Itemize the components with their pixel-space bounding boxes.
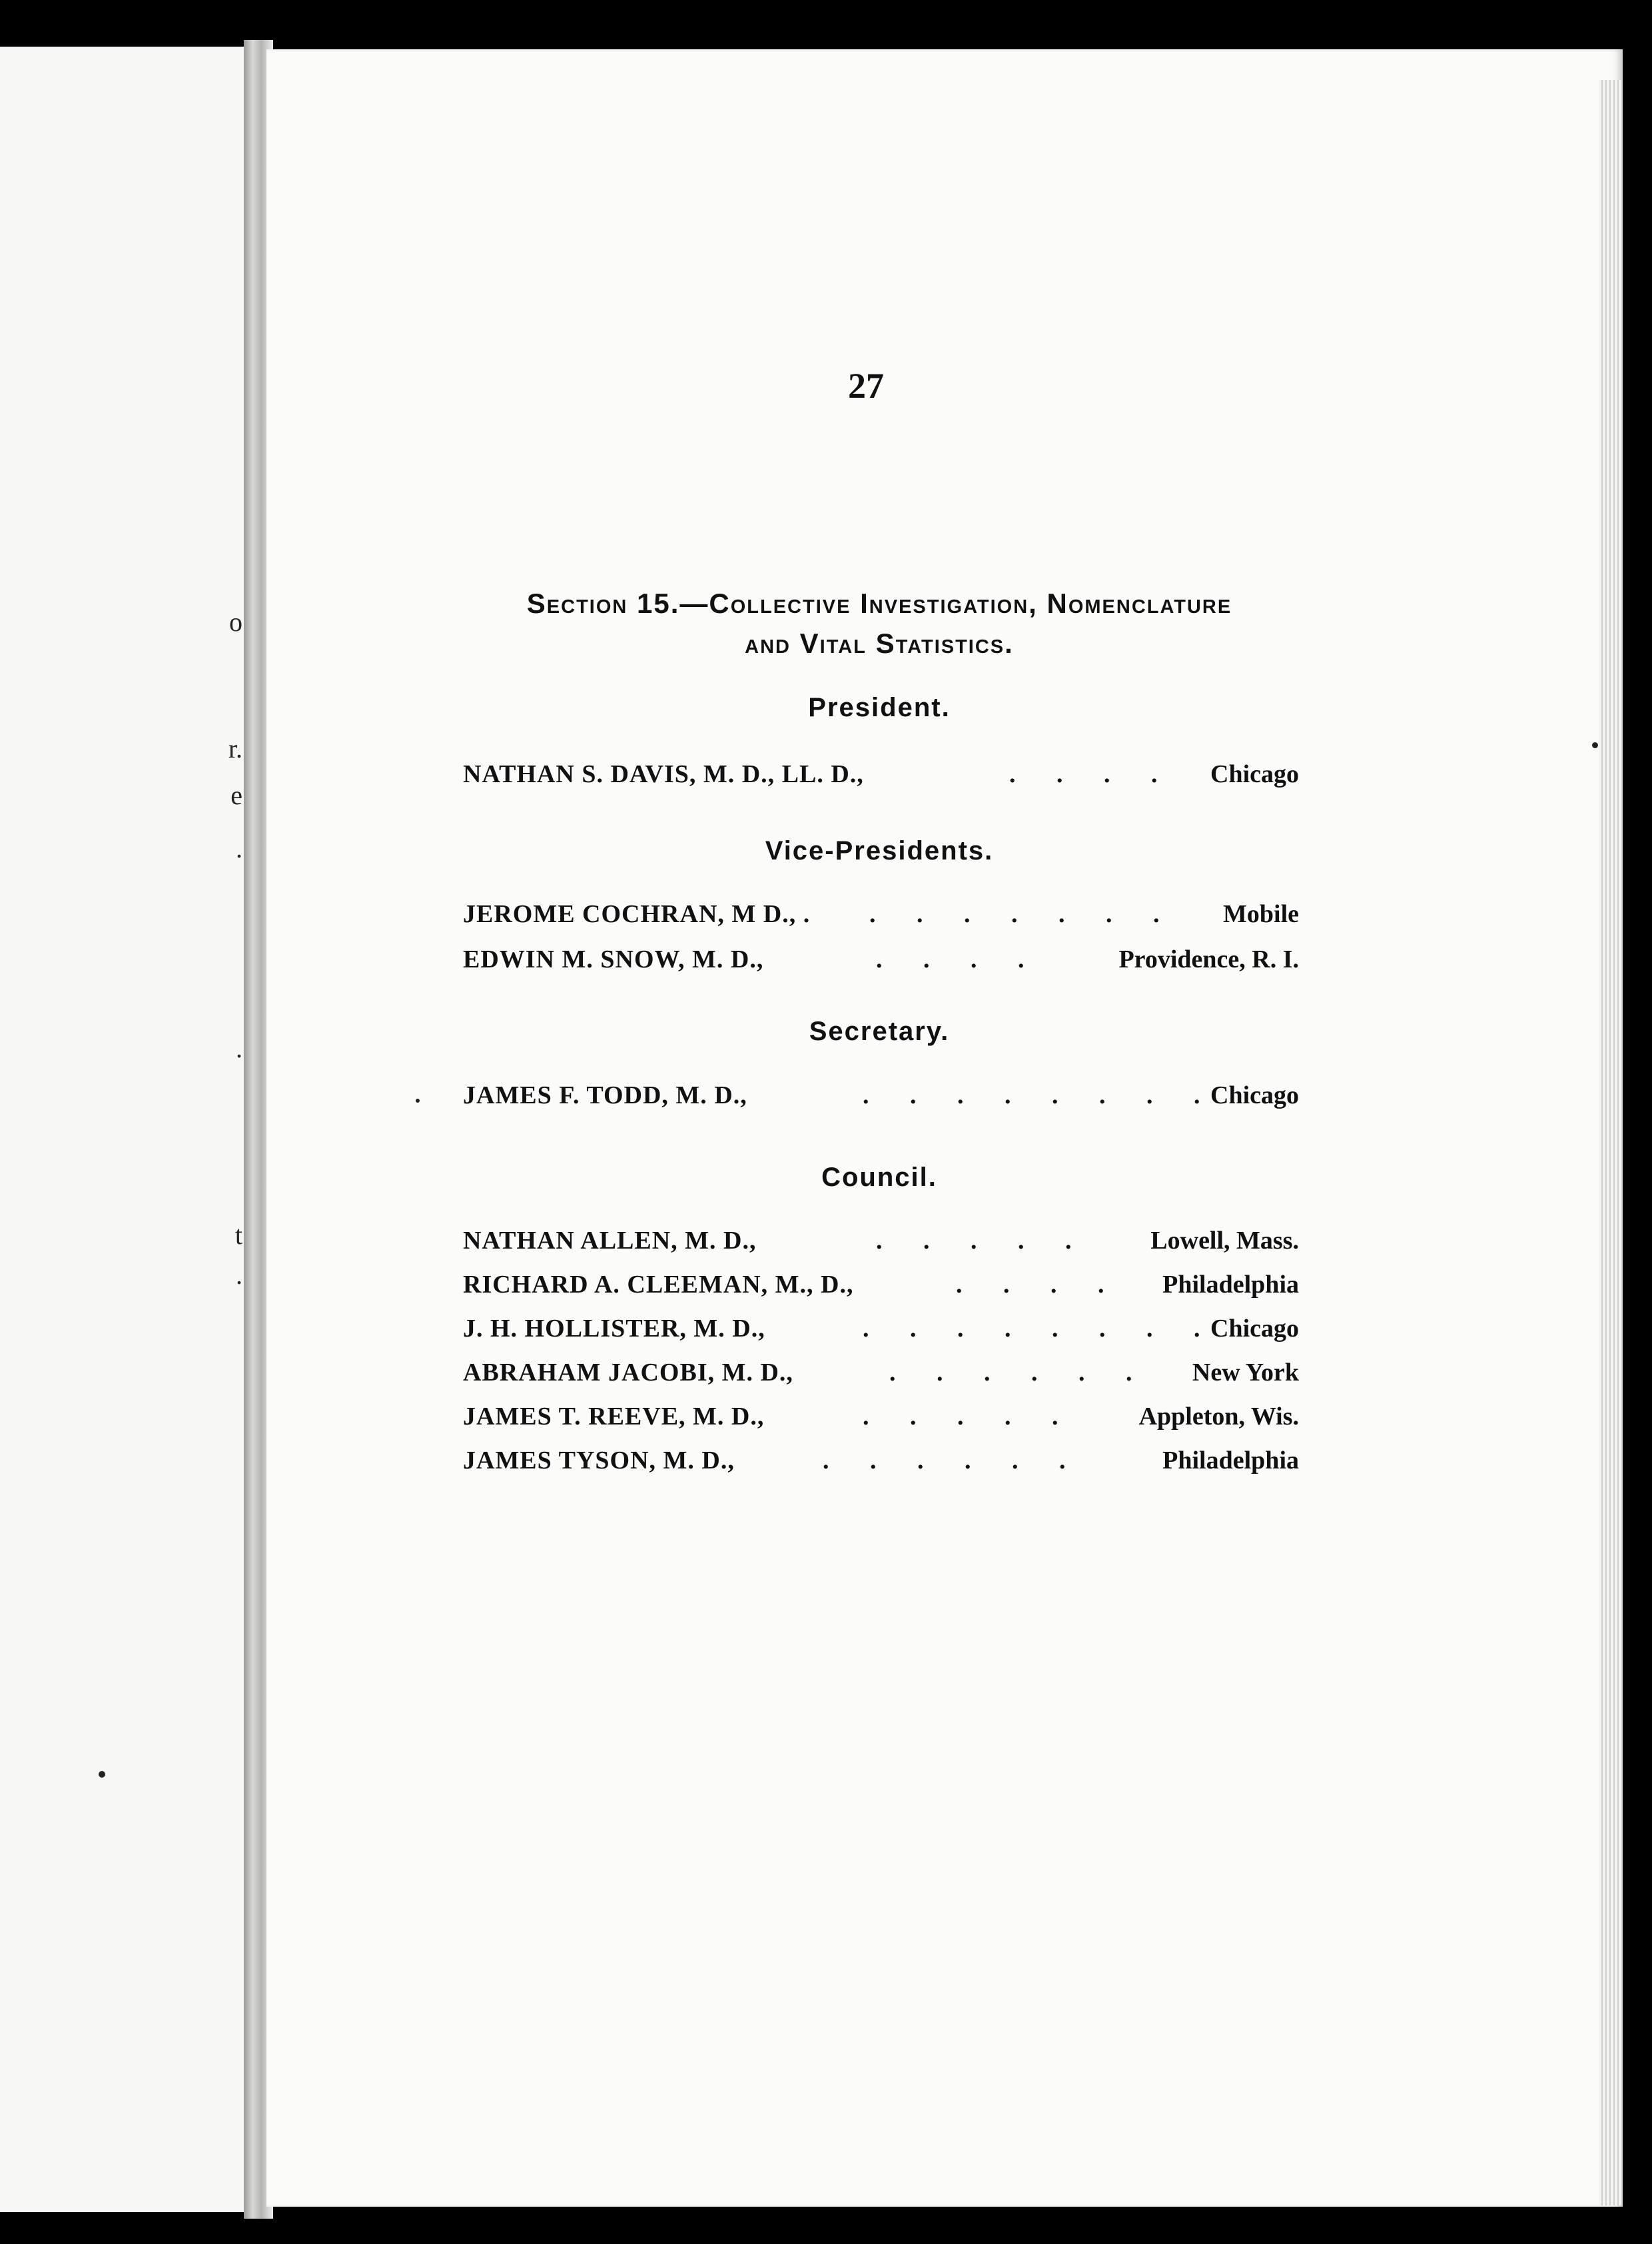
member-name: J. H. HOLLISTER, M. D., <box>463 1315 765 1343</box>
facing-page <box>0 47 248 2212</box>
facing-page-fragment: . <box>236 1260 242 1290</box>
roster-entry <box>463 1446 1299 1482</box>
member-place: Chicago <box>1210 1315 1299 1343</box>
section-title-line-2: and Vital Statistics. <box>745 628 1014 659</box>
member-name: JAMES T. REEVE, M. D., <box>463 1402 765 1430</box>
dot-leader: . . . . <box>876 945 1042 973</box>
member-name: ABRAHAM JACOBI, M. D., <box>463 1359 793 1387</box>
secretary-heading: Secretary. <box>809 1017 950 1046</box>
facing-page-fragment: . <box>236 1033 242 1063</box>
member-place: Appleton, Wis. <box>1138 1402 1299 1430</box>
dot-leader: . . . . . . <box>823 1446 1083 1474</box>
vice-presidents-heading: Vice-Presidents. <box>765 836 994 865</box>
facing-page-fragment: r. <box>228 734 242 764</box>
ink-speck <box>416 1099 420 1103</box>
section-title <box>466 584 1292 664</box>
dot-leader: . . . . . . . <box>869 900 1177 928</box>
page-number: 27 <box>848 366 884 406</box>
facing-page-fragment: . <box>236 834 242 863</box>
facing-page-fragment: e <box>230 780 242 810</box>
roster-entry <box>463 1402 1299 1438</box>
roster-entry <box>463 760 1299 796</box>
roster-entry <box>463 899 1299 935</box>
dot-leader: . . . . . <box>876 1227 1089 1255</box>
ink-speck <box>99 1771 105 1778</box>
member-name: RICHARD A. CLEEMAN, M., D., <box>463 1271 854 1299</box>
dot-leader: . . . . . . . . <box>863 1315 1218 1343</box>
roster-entry <box>463 945 1299 981</box>
dot-leader: . . . . <box>1009 760 1175 788</box>
facing-page-fragment: o <box>229 607 242 637</box>
member-place: Chicago <box>1210 1081 1299 1109</box>
member-name: JAMES F. TODD, M. D., <box>463 1081 747 1109</box>
facing-page-fragment: t <box>234 1220 242 1250</box>
member-place: Providence, R. I. <box>1118 945 1299 973</box>
council-heading: Council. <box>821 1163 937 1192</box>
president-heading: President. <box>808 693 951 722</box>
member-name: JEROME COCHRAN, M D., . <box>463 900 811 928</box>
member-name: NATHAN ALLEN, M. D., <box>463 1227 757 1255</box>
page-edges <box>1599 80 1623 2205</box>
roster-entry <box>463 1081 1299 1117</box>
ink-speck <box>1592 742 1598 748</box>
roster-entry <box>463 1270 1299 1306</box>
member-place: Lowell, Mass. <box>1150 1227 1299 1255</box>
dot-leader: . . . . . . <box>889 1359 1150 1387</box>
member-name: NATHAN S. DAVIS, M. D., LL. D., <box>463 760 864 788</box>
member-name: JAMES TYSON, M. D., <box>463 1446 735 1474</box>
dot-leader: . . . . <box>956 1271 1122 1299</box>
dot-leader: . . . . . <box>863 1402 1076 1430</box>
member-name: EDWIN M. SNOW, M. D., <box>463 945 764 973</box>
member-place: Chicago <box>1210 760 1299 788</box>
roster-entry <box>463 1358 1299 1394</box>
member-place: Mobile <box>1223 900 1299 928</box>
member-place: New York <box>1192 1359 1299 1387</box>
section-title-line-1: Section 15.—Collective Investigation, Nomenclature <box>526 588 1232 619</box>
member-place: Philadelphia <box>1162 1446 1299 1474</box>
main-page <box>266 49 1623 2207</box>
roster-entry <box>463 1314 1299 1350</box>
dot-leader: . . . . . . . . <box>863 1081 1218 1109</box>
member-place: Philadelphia <box>1162 1271 1299 1299</box>
roster-entry <box>463 1226 1299 1262</box>
